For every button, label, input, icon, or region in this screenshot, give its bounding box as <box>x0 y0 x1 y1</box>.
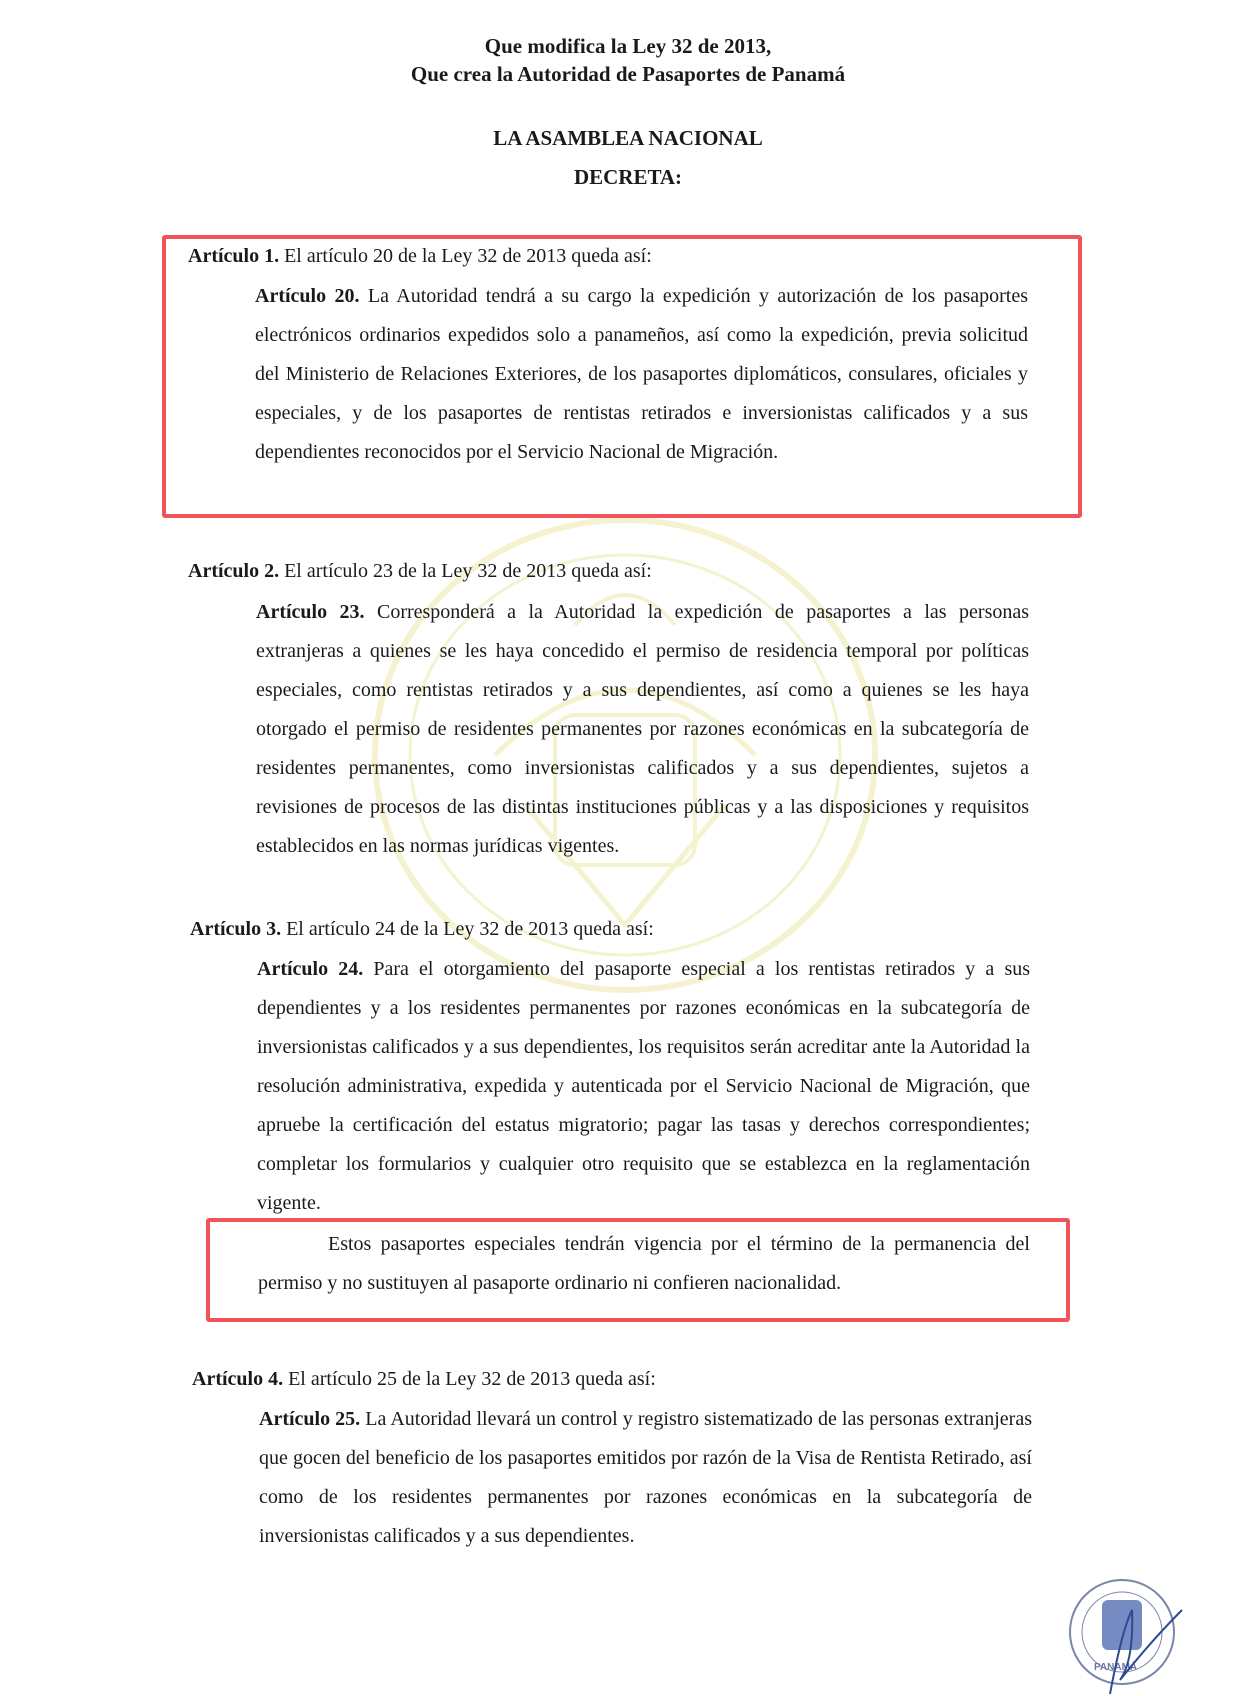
article-2-heading <box>188 560 652 583</box>
article-23-body <box>256 593 1029 866</box>
article-1-label: Artículo 1. <box>188 245 280 267</box>
article-1-heading <box>188 245 652 268</box>
article-4-intro: El artículo 25 de la Ley 32 de 2013 queda así: <box>283 1368 656 1390</box>
article-3-intro: El artículo 24 de la Ley 32 de 2013 queda así: <box>281 918 654 940</box>
article-1-intro: El artículo 20 de la Ley 32 de 2013 queda así: <box>279 245 652 267</box>
article-2-intro: El artículo 23 de la Ley 32 de 2013 queda así: <box>279 560 652 582</box>
title-line-1: Que modifica la Ley 32 de 2013, <box>484 34 772 58</box>
article-25-label: Artículo 25. <box>259 1408 361 1430</box>
article-2-label: Artículo 2. <box>188 560 280 582</box>
article-20-body <box>255 277 1028 472</box>
article-3-label: Artículo 3. <box>190 918 282 940</box>
article-24-extra-paragraph: Estos pasaportes especiales tendrán vigencia por el término de la permanencia del permiso y no sustituyen al pasaporte ordinario ni confieren nacionalidad. <box>258 1233 1030 1294</box>
article-23-label: Artículo 23. <box>256 601 365 623</box>
article-25-body <box>259 1400 1032 1556</box>
article-23-text: Corresponderá a la Autoridad la expedición de pasaportes a las personas extranjeras a quienes se les haya concedido el permiso de residencia temporal por políticas especiales, como rentistas retirados y a sus dependientes, así como a quienes se les haya otorgado el permiso de residentes permanentes por razones económicas en la subcategoría de residentes permanentes, como inversionistas calificados y a sus dependientes, sujetos a revisiones de procesos de las distintas instituciones públicas y a las disposiciones y requisitos establecidos en las normas jurídicas vigentes. <box>256 601 1030 857</box>
official-stamp-signature <box>1062 1570 1212 1696</box>
decree-heading: DECRETA: <box>573 165 683 189</box>
article-4-label: Artículo 4. <box>192 1368 284 1390</box>
issuer-heading: LA ASAMBLEA NACIONAL <box>493 126 763 150</box>
article-24-label: Artículo 24. <box>257 958 364 980</box>
article-20-text: La Autoridad tendrá a su cargo la expedición y autorización de los pasaportes electrónicos ordinarios expedidos solo a panameños, así como la expedición, previa solicitud del Ministerio de Relaciones Exteriores, de los pasaportes diplomáticos, consulares, oficiales y especiales, y de los pasaportes de rentistas retirados e inversionistas calificados y a sus dependientes reconocidos por el Servicio Nacional de Migración. <box>255 285 1029 463</box>
article-24-text: Para el otorgamiento del pasaporte especial a los rentistas retirados y a sus dependientes y a los residentes permanentes por razones económicas en la subcategoría de inversionistas calificados y a sus dependientes, los requisitos serán acreditar ante la Autoridad la resolución administrativa, expedida y autenticada por el Servicio Nacional de Migración, que apruebe la certificación del estatus migratorio; pagar las tasas y derechos correspondientes; completar los formularios y cualquier otro requisito que se establezca en la reglamentación vigente. <box>257 958 1031 1214</box>
article-25-text: La Autoridad llevará un control y registro sistematizado de las personas extranjeras que gocen del beneficio de los pasaportes emitidos por razón de la Visa de Rentista Retirado, así como de los residentes permanentes por razones económicas en la subcategoría de inversionistas calificados y a sus dependientes. <box>259 1408 1032 1547</box>
article-24-body <box>257 950 1030 1223</box>
article-4-heading <box>192 1368 656 1391</box>
document-title <box>0 32 1256 88</box>
article-20-label: Artículo 20. <box>255 285 360 307</box>
stamp-label: PANAMÁ <box>1094 1662 1138 1673</box>
title-line-2: Que crea la Autoridad de Pasaportes de Panamá <box>410 62 846 86</box>
article-3-heading <box>190 918 654 941</box>
